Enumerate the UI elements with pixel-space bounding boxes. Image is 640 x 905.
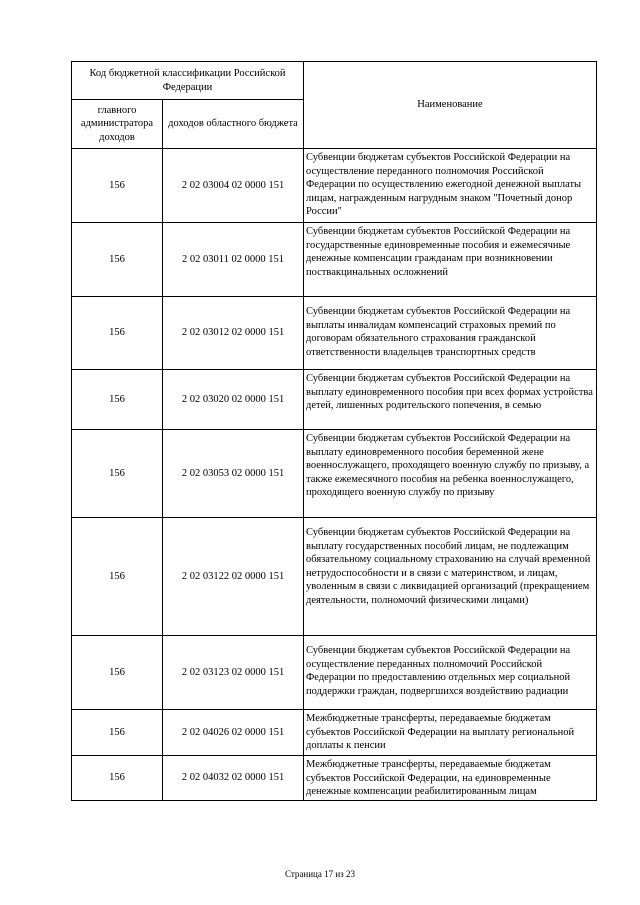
table-row xyxy=(72,297,597,370)
budget-code-cell: 2 02 04026 02 0000 151 xyxy=(163,710,304,756)
name-cell: Субвенции бюджетам субъектов Российской Федерации на осуществление переданного полномочия Российской Федерации по осуществлению ежегодной денежной выплаты лицам, награжденным нагрудным знаком "Почетный донор России" xyxy=(304,149,597,223)
admin-code-cell: 156 xyxy=(72,636,163,710)
budget-code-cell: 2 02 03011 02 0000 151 xyxy=(163,223,304,297)
income-column-header: доходов областного бюджета xyxy=(163,100,304,149)
name-cell: Межбюджетные трансферты, передаваемые бюджетам субъектов Российской Федерации, на единовременные денежные компенсации реабилитированным лицам xyxy=(304,756,597,801)
admin-code-cell: 156 xyxy=(72,518,163,636)
table-row xyxy=(72,149,597,223)
table-row xyxy=(72,756,597,801)
admin-code-cell: 156 xyxy=(72,710,163,756)
budget-classification-table xyxy=(71,61,597,801)
name-column-header: Наименование xyxy=(304,62,597,149)
admin-column-header: главного администратора доходов xyxy=(72,100,163,149)
admin-code-cell: 156 xyxy=(72,756,163,801)
table-row xyxy=(72,370,597,430)
name-cell: Субвенции бюджетам субъектов Российской Федерации на государственные единовременные пособия и ежемесячные денежные компенсации гражданам при возникновении поствакцинальных осложнений xyxy=(304,223,597,297)
name-cell: Субвенции бюджетам субъектов Российской Федерации на выплаты инвалидам компенсаций страховых премий по договорам обязательного страхования гражданской ответственности владельцев транспортных средств xyxy=(304,297,597,370)
name-cell: Субвенции бюджетам субъектов Российской Федерации на осуществление переданных полномочий Российской Федерации по предоставлению отдельных мер социальной поддержки граждан, подвергшихся воздействию радиации xyxy=(304,636,597,710)
admin-code-cell: 156 xyxy=(72,223,163,297)
table-row xyxy=(72,710,597,756)
name-cell: Субвенции бюджетам субъектов Российской Федерации на выплату единовременного пособия беременной жене военнослужащего, проходящего военную службу по призыву, а также ежемесячного пособия на ребенка военнослужащего, проходящего военную службу по призыву xyxy=(304,430,597,518)
table-row xyxy=(72,636,597,710)
budget-code-cell: 2 02 03053 02 0000 151 xyxy=(163,430,304,518)
budget-code-cell: 2 02 03020 02 0000 151 xyxy=(163,370,304,430)
budget-code-cell: 2 02 03012 02 0000 151 xyxy=(163,297,304,370)
kbk-group-header: Код бюджетной классификации Российской Федерации xyxy=(72,62,304,100)
admin-code-cell: 156 xyxy=(72,149,163,223)
budget-code-cell: 2 02 03122 02 0000 151 xyxy=(163,518,304,636)
budget-code-cell: 2 02 03004 02 0000 151 xyxy=(163,149,304,223)
name-cell: Субвенции бюджетам субъектов Российской Федерации на выплату единовременного пособия при всех формах устройства детей, лишенных родительского попечения, в семью xyxy=(304,370,597,430)
page-number: Страница 17 из 23 xyxy=(285,869,355,879)
admin-code-cell: 156 xyxy=(72,370,163,430)
table-row xyxy=(72,223,597,297)
budget-code-cell: 2 02 04032 02 0000 151 xyxy=(163,756,304,801)
name-cell: Субвенции бюджетам субъектов Российской Федерации на выплату государственных пособий лицам, не подлежащим обязательному социальному страхованию на случай временной нетрудоспособности и в связи с материнством, и лицам, уволенным в связи с ликвидацией организаций (прекращением деятельности, полномочий физическими лицами) xyxy=(304,518,597,636)
budget-code-cell: 2 02 03123 02 0000 151 xyxy=(163,636,304,710)
admin-code-cell: 156 xyxy=(72,430,163,518)
table-row xyxy=(72,518,597,636)
table-row xyxy=(72,430,597,518)
admin-code-cell: 156 xyxy=(72,297,163,370)
name-cell: Межбюджетные трансферты, передаваемые бюджетам субъектов Российской Федерации на выплату региональной доплаты к пенсии xyxy=(304,710,597,756)
